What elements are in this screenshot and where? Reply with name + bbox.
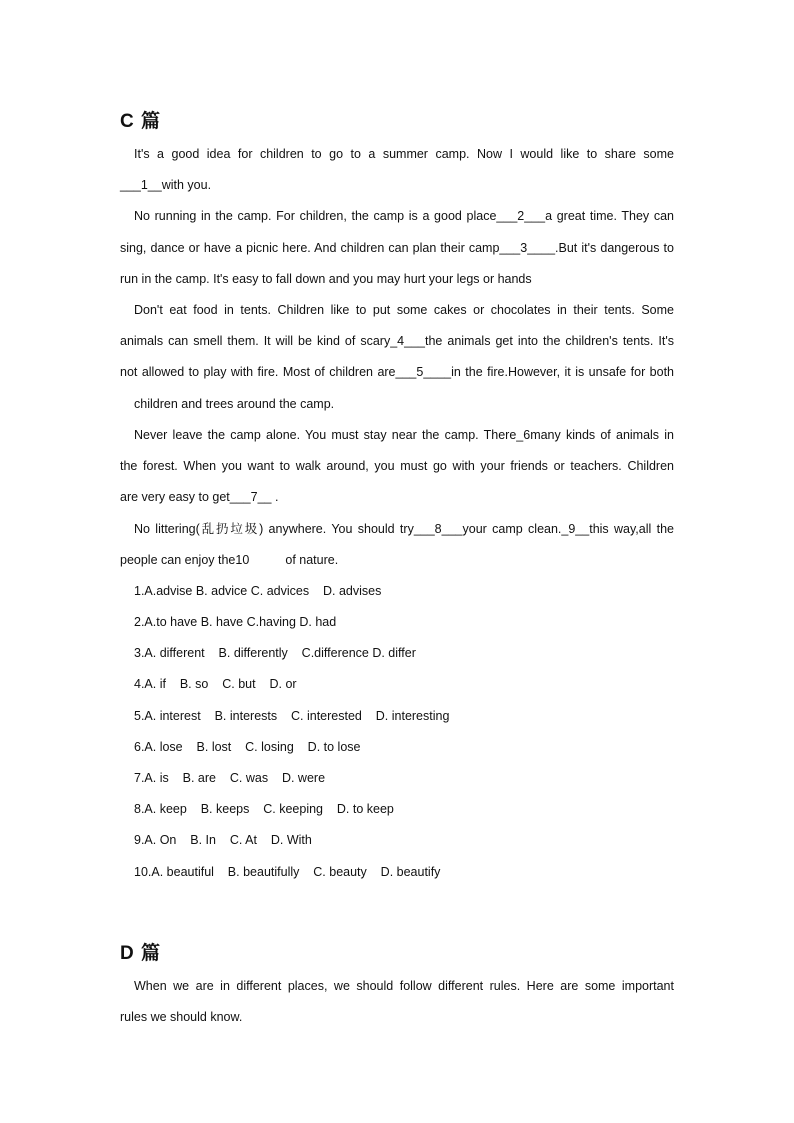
passage-d-line: rules we should know. bbox=[120, 1010, 243, 1024]
option-line: 10.A. beautiful B. beautifully C. beauty D. beautify bbox=[134, 865, 441, 879]
option-line: 8.A. keep B. keeps C. keeping D. to keep bbox=[134, 802, 394, 816]
blank-6: _6 bbox=[516, 428, 531, 442]
option-line: 5.A. interest B. interests C. interested D. interesting bbox=[134, 709, 450, 723]
passage-c-line: the forest. When you want to walk around, you must go with your friends or teachers. Children bbox=[120, 459, 674, 473]
option-line: 6.A. lose B. lost C. losing D. to lose bbox=[134, 740, 361, 754]
passage-c-line: Don't eat food in tents. Children like to put some cakes or chocolates in their tents. Some bbox=[134, 303, 674, 317]
blank-3: ___3____ bbox=[499, 241, 556, 255]
blank-4: _4___ bbox=[390, 334, 425, 348]
blank-7: ___7__ bbox=[229, 490, 272, 504]
passage-c-line: sing, dance or have a picnic here. And children can plan their camp___3____.But it's dangerous to bbox=[120, 241, 674, 255]
blank-2: ___2___ bbox=[496, 209, 546, 223]
passage-c-line: run in the camp. It's easy to fall down and you may hurt your legs or hands bbox=[120, 272, 532, 286]
option-line: 2.A.to have B. have C.having D. had bbox=[134, 615, 337, 629]
option-line: 4.A. if B. so C. but D. or bbox=[134, 677, 297, 691]
section-d-heading: D 篇 bbox=[120, 943, 162, 964]
section-c-heading: C 篇 bbox=[120, 111, 162, 132]
passage-c-line: animals can smell them. It will be kind of scary_4___the animals get into the children's tents. It's bbox=[120, 334, 675, 348]
blank-5: ___5____ bbox=[395, 365, 452, 379]
passage-c-line: No littering(乱扔垃圾) anywhere. You should try___8___your camp clean._9__this way,all the bbox=[134, 522, 674, 536]
passage-c-line: are very easy to get___7__ . bbox=[120, 490, 279, 504]
passage-d-line: When we are in different places, we should follow different rules. Here are some important bbox=[134, 979, 674, 993]
blank-10: 10 bbox=[235, 553, 250, 567]
option-line: 7.A. is B. are C. was D. were bbox=[134, 771, 326, 785]
passage-c-line: Never leave the camp alone. You must stay near the camp. There_6many kinds of animals in bbox=[134, 428, 674, 442]
passage-c-line: It's a good idea for children to go to a summer camp. Now I would like to share some bbox=[134, 147, 674, 161]
option-line: 9.A. On B. In C. At D. With bbox=[134, 833, 312, 847]
option-line: 3.A. different B. differently C.difference D. differ bbox=[134, 646, 416, 660]
option-line: 1.A.advise B. advice C. advices D. advises bbox=[134, 584, 382, 598]
blank-9: _9__ bbox=[561, 522, 590, 536]
passage-c-line: not allowed to play with fire. Most of children are___5____in the fire.However, it is unsafe for both bbox=[120, 365, 674, 379]
passage-c-line: people can enjoy the10 of nature. bbox=[120, 553, 339, 567]
passage-c-line: ___1__with you. bbox=[120, 178, 212, 192]
passage-c-line: No running in the camp. For children, the camp is a good place___2___a great time. They can bbox=[134, 209, 675, 223]
blank-1: ___1__ bbox=[120, 178, 162, 192]
passage-c-line: children and trees around the camp. bbox=[134, 397, 335, 411]
blank-8: ___8___ bbox=[413, 522, 463, 536]
